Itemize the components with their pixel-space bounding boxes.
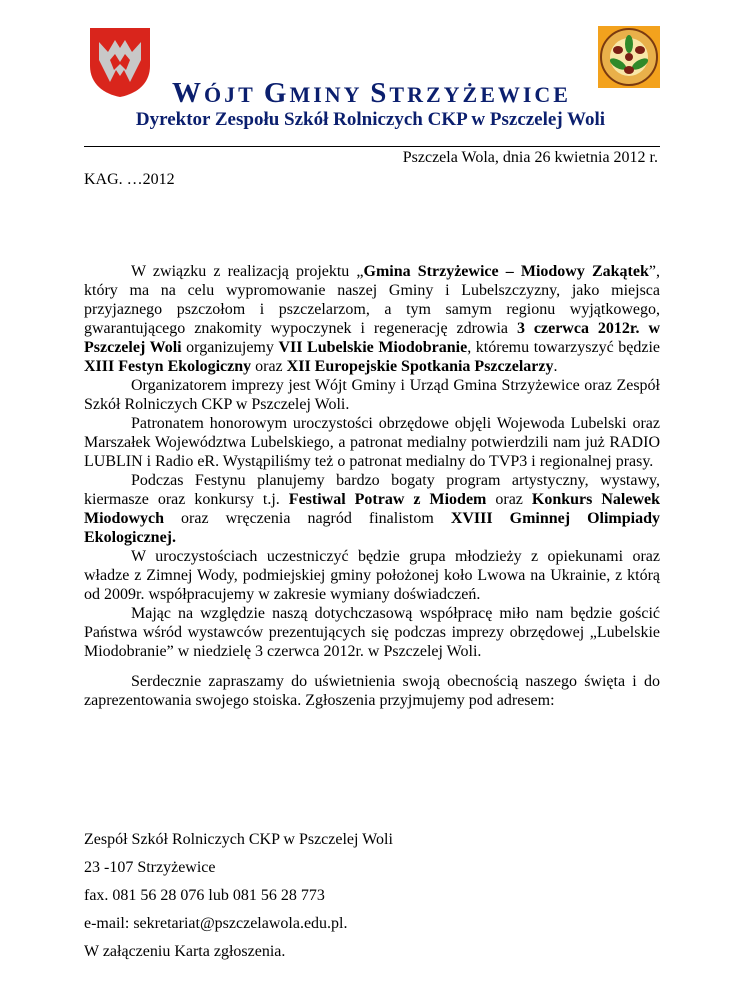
text: Serdecznie zapraszamy do uświetnienia swoją obecnością naszego święta i do zaprezentowania swojego stoiska. Zgłoszenia przyjmujemy pod adresem: <box>84 673 660 709</box>
address-email[interactable]: e-mail: sekretariat@pszczelawola.edu.pl. <box>84 915 348 932</box>
paragraph <box>84 376 660 414</box>
text: . <box>553 358 558 375</box>
bold-text: Festiwal Potraw z Miodem <box>288 491 487 508</box>
paragraph <box>84 262 660 376</box>
letter-date: Pszczela Wola, dnia 26 kwietnia 2012 r. <box>402 149 658 166</box>
paragraph <box>84 471 660 547</box>
text: organizujemy <box>181 339 279 356</box>
text: oraz <box>486 491 532 508</box>
text: , któremu towarzyszyć będzie <box>467 339 661 356</box>
text: Patronatem honorowym uroczystości obrzędowe objęli Wojewoda Lubelski oraz Marszałek Województwa Lubelskiego, a patronat medialny potwierdzili nam już RADIO LUBLIN i Radio eR. Wystąpiliśmy też o patronat medialny do TVP3 i regionalnej prasy. <box>84 415 660 470</box>
text: Organizatorem imprezy jest Wójt Gminy i Urząd Gmina Strzyżewice oraz Zespół Szkół Rolniczych CKP w Pszczelej Woli. <box>84 377 660 413</box>
reference-number: KAG. …2012 <box>84 171 175 188</box>
text: W związku z realizacją projektu „ <box>131 263 364 280</box>
title-word-3: STRZYŻEWICE <box>370 77 571 109</box>
page-subtitle: Dyrektor Zespołu Szkół Rolniczych CKP w Pszczelej Woli <box>135 109 606 130</box>
address-postal: 23 -107 Strzyżewice <box>84 859 216 876</box>
contact-address <box>84 826 393 966</box>
address-fax: fax. 081 56 28 076 lub 081 56 28 773 <box>84 887 325 904</box>
text: W uroczystościach uczestniczyć będzie grupa młodzieży z opiekunami oraz władze z Zimnej Wody, podmiejskiej gminy położonej koło Lwowa na Ukrainie, z którą od 2009r. współpracujemy w zakresie wymiany doświadczeń. <box>84 548 660 603</box>
bold-text: 3 czerwca 2012r. w Pszczelej Woli <box>84 320 660 356</box>
paragraph <box>84 672 660 710</box>
bold-text: VII Lubelskie Miodobranie <box>278 339 468 356</box>
page-title <box>0 78 741 110</box>
letter-body <box>84 262 660 710</box>
text: ”, który ma na celu wypromowanie naszej Gminy i Lubelszczyzny, jako miejsca przyjaznego pszczołom i pszczelarzom, a tym samym regionu wyjątkowego, gwarantującego znakomity wypoczynek i regenerację zdrowia <box>84 263 660 337</box>
text: oraz wręczenia nagród finalistom <box>164 510 451 527</box>
bold-text: XII Europejskie Spotkania Pszczelarzy <box>286 358 554 375</box>
bold-text: XVIII Gminnej Olimpiady Ekologicznej. <box>84 510 661 546</box>
bold-text: Gmina Strzyżewice – Miodowy Zakątek <box>363 263 649 280</box>
header-divider <box>84 146 660 147</box>
address-name: Zespół Szkół Rolniczych CKP w Pszczelej Woli <box>84 831 393 848</box>
text: Podczas Festynu planujemy bardzo bogaty program artystyczny, wystawy, kiermasze oraz konkursy t.j. <box>84 472 660 508</box>
title-word-2: GMINY <box>263 77 362 109</box>
paragraph <box>84 414 660 471</box>
title-word-1: WÓJT <box>172 77 256 109</box>
bold-text: Konkurs Nalewek Miodowych <box>84 491 661 527</box>
paragraph <box>84 547 660 604</box>
attachment-note: W załączeniu Karta zgłoszenia. <box>84 943 286 960</box>
bold-text: XIII Festyn Ekologiczny <box>84 358 252 375</box>
text: oraz <box>251 358 287 375</box>
text: Mając na względzie naszą dotychczasową współpracę miło nam będzie gościć Państwa wśród wystawców prezentujących się podczas imprezy obrzędowej „Lubelskie Miodobranie” w niedzielę 3 czerwca 2012r. w Pszczelej Woli. <box>84 605 660 660</box>
paragraph <box>84 604 660 661</box>
